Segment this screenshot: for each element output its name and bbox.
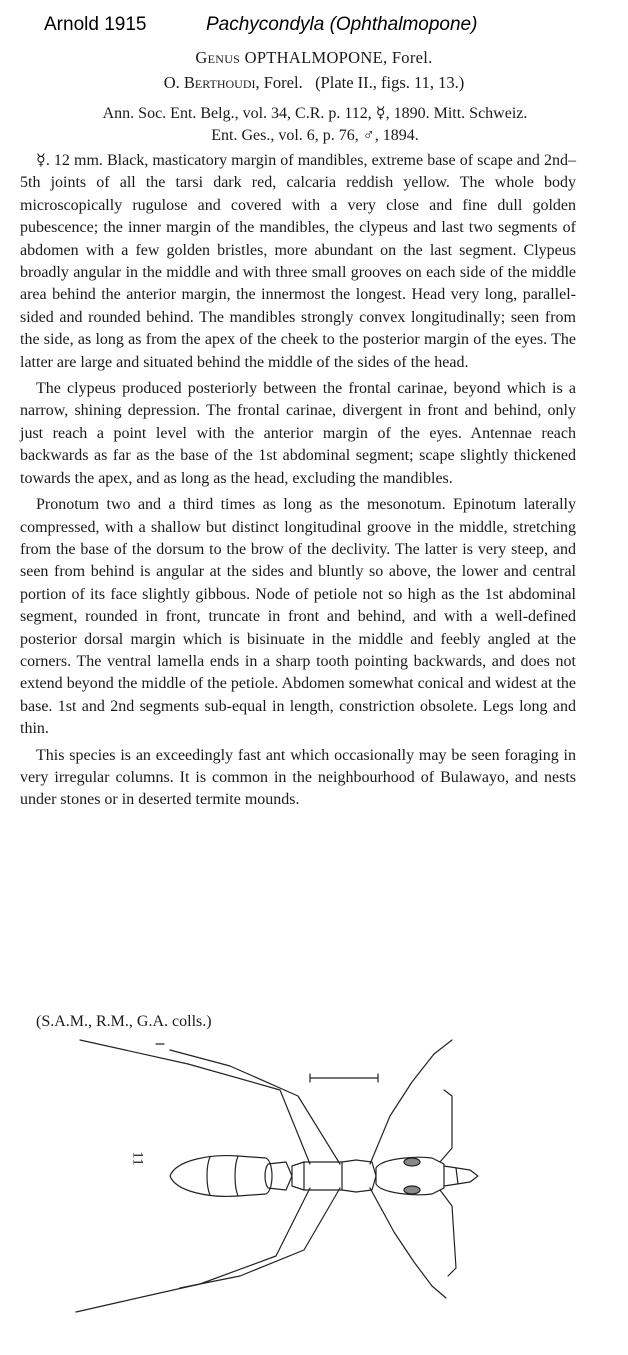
species-line — [0, 73, 628, 93]
collections-note: (S.A.M., R.M., G.A. colls.) — [36, 1013, 212, 1030]
header-taxon: Pachycondyla (Ophthalmopone) — [206, 14, 478, 35]
header-author-year: Arnold 1915 — [44, 14, 147, 35]
figure-number: 11 — [129, 1151, 146, 1166]
thorax — [292, 1160, 376, 1192]
paragraph-worker-description: ☿. 12 mm. Black, masticatory margin of mandibles, extreme base of scape and 2nd–5th joints of all the tarsi dark red, calcaria reddish yellow. The whole body microscopically rugulose and covered with a very close and fine dull golden pubescence; the inner margin of the mandibles, the clypeus and last two segments of abdomen with a few golden bristles, more abundant on the last segment. Clypeus broadly angular in the middle and with three small grooves on each side of the middle area behind the anterior margin, the innermost the longest. Head very long, parallel-sided and rounded behind. The mandibles strongly convex longitudinally; seen from the side, as long as from the apex of the cheek to the posterior margin of the eyes. The latter are large and situated behind the middle of the sides of the head. — [20, 152, 576, 371]
species-initial: O. — [163, 73, 184, 92]
paragraph-clypeus: The clypeus produced posteriorly between the frontal carinae, beyond which is a narrow, shining depression. The frontal carinae, divergent in front and behind, only just reach a point level with the anterior margin of the eyes. Antennae reach backwards as far as the base of the 1st abdominal segment; scape slightly thickened towards the apex, and as long as the head, excluding the mandibles. — [20, 380, 576, 487]
ant-illustration — [60, 1036, 530, 1332]
petiole — [265, 1162, 292, 1190]
leg — [370, 1040, 452, 1164]
description-body — [20, 150, 576, 816]
mandibles — [444, 1166, 478, 1186]
antenna — [440, 1090, 452, 1162]
eye — [404, 1158, 420, 1166]
genus-title — [0, 48, 628, 68]
species-name: Berthoudi — [183, 73, 256, 92]
reference-line-2: Ent. Ges., vol. 6, p. 76, ♂, 1894. — [211, 127, 419, 144]
species-rest: , Forel. (Plate II., figs. 11, 13.) — [255, 73, 465, 92]
reference-line-1: Ann. Soc. Ent. Belg., vol. 34, C.R. p. 112, ☿, 1890. Mitt. Schweiz. — [102, 105, 528, 122]
literature-reference — [20, 103, 610, 147]
paragraph-biology: This species is an exceedingly fast ant which occasionally may be seen foraging in very irregular columns. It is common in the neighbourhood of Bulawayo, and nests under stones or in deserted termite mounds. — [20, 746, 576, 809]
paragraph-thorax: Pronotum two and a third times as long as the mesonotum. Epinotum laterally compressed, with a shallow but distinct longitudinal groove in the middle, stretching from the base of the dorsum to the brow of the declivity. The latter is very steep, and seen from behind is angular at the sides and bluntly so above, the lower and central portion of its face slightly gibbous. Node of petiole not so high as the 1st abdominal segment, rounded in front, truncate in front and behind, and with a well-defined posterior dorsal margin which is bisinuate in the middle and feebly angled at the corners. The ventral lamella ends in a sharp tooth pointing backwards, and does not extend beyond the middle of the petiole. Abdomen somewhat conical and widest at the base. 1st and 2nd segments sub-equal in length, constriction obsolete. Legs long and thin. — [20, 496, 576, 738]
genus-prefix: Genus — [195, 48, 241, 67]
gaster — [170, 1156, 272, 1197]
genus-name: OPTHALMOPONE, Forel. — [244, 48, 433, 67]
